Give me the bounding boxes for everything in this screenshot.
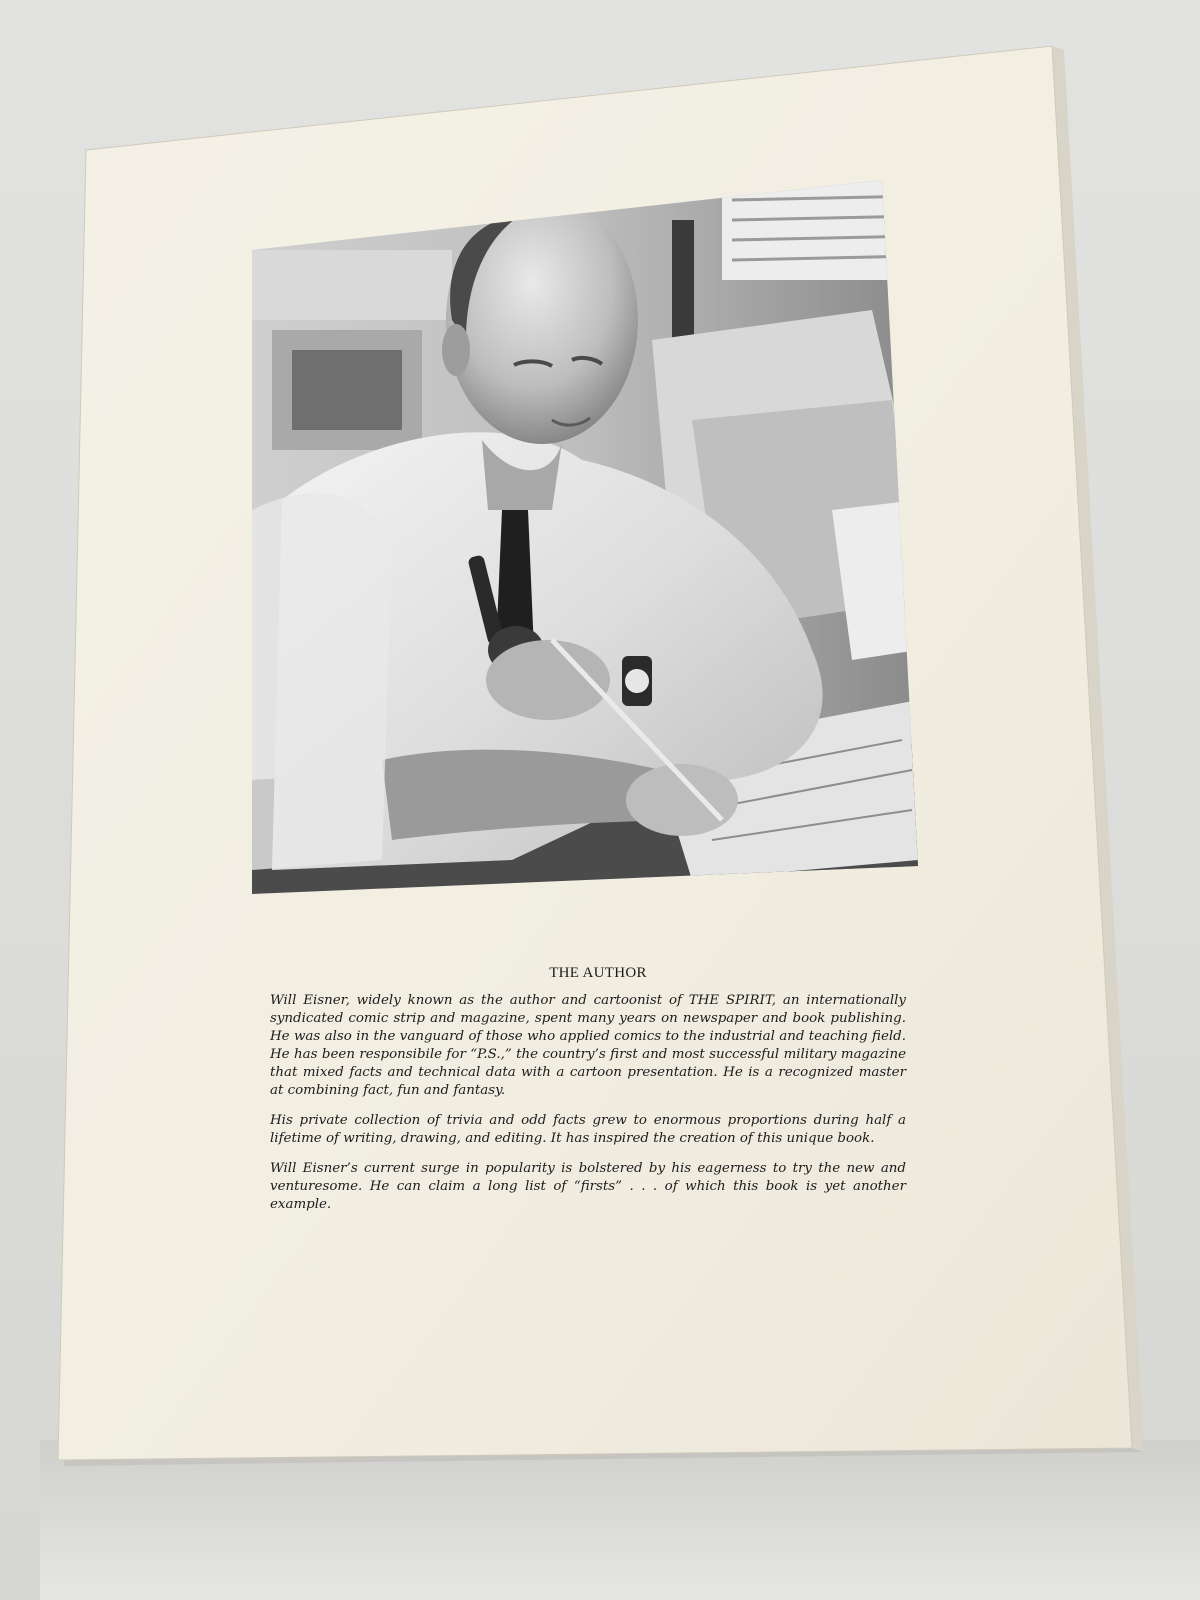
section-heading: THE AUTHOR (549, 965, 647, 981)
bio-paragraph-3: Will Eisner’s current surge in popularity is bolstered by his eagerness to try the new and venturesome. He can claim a long list of “firsts” . . . of which this book is yet another example. (270, 1161, 906, 1212)
bio-paragraph-1: Will Eisner, widely known as the author and cartoonist of THE SPIRIT, an internationally syndicated comic strip and magazine, spent many years on newspaper and book publishing. He was also in the vanguard of those who applied comics to the industrial and teaching field. He has been responsibile for “P.S.,” the country’s first and most successful military magazine that mixed facts and technical data with a cartoon presentation. He is a recognized master at combining fact, fun and fantasy. (270, 993, 906, 1098)
bio-paragraph-2: His private collection of trivia and odd facts grew to enormous proportions during half a lifetime of writing, drawing, and editing. It has inspired the creation of this unique book. (270, 1113, 906, 1146)
author-bio (270, 965, 906, 1226)
author-photo (252, 180, 918, 894)
